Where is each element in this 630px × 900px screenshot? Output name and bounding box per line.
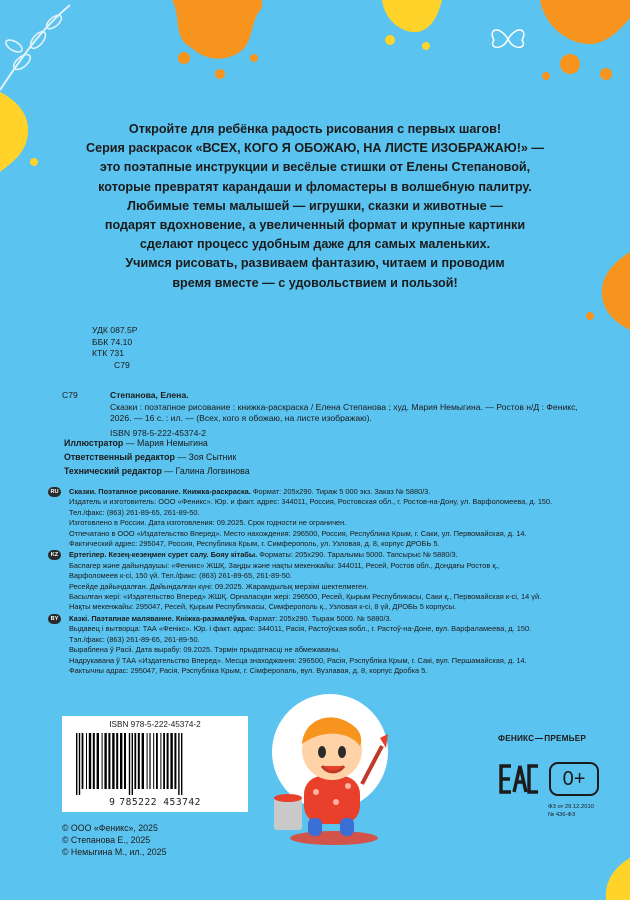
intro-line: Серия раскрасок «ВСЕХ, КОГО Я ОБОЖАЮ, НА ЛИСТЕ ИЗОБРАЖАЮ!» — [85, 141, 545, 156]
barcode-number: 785222 453742 [119, 797, 201, 808]
intro-line: это поэтапные инструкции и весёлые стишки от Елены Степановой, [99, 160, 531, 175]
illustrator-name: — Мария Немыгина [123, 438, 208, 448]
imprint-text: Фармат: 205x290. Тыраж 5000. № 5880/3. [246, 613, 392, 623]
imprint-text: Баспагер және дайындаушы: «Феникс» ЖШҚ. Заңды және нақты мекенжайы: 344011, Ресей, Ростов обл., Дондағы Ростов қ., [69, 560, 500, 570]
butterfly-icon [488, 24, 528, 54]
imprint-text: Формат: 205x290. Тираж 5 000 экз. Заказ № 5880/3. [250, 487, 431, 496]
intro-line: Учимся рисовать, развиваем фантазию, читаем и проводим [125, 256, 505, 271]
tech-editor-name: — Галина Логвинова [161, 466, 250, 476]
copyright-line: © ООО «Феникс», 2025 [62, 823, 158, 833]
imprint-text: Басылған жері: «Издательство Вперед» ЖШҚ. Орналасқан жері: 296500, Ресей, Қырым Республикасы, Саки қ., Первомайская к-сі, 14 үй. [69, 592, 542, 602]
imprint-title: Казкі. Паэтапнае маляванне. Кніжка-размалёўка. [69, 613, 247, 623]
barcode-digits [62, 797, 248, 808]
copyright-line: © Степанова Е., 2025 [62, 835, 151, 846]
ktk-code: КТК 731 [92, 348, 124, 358]
intro-line: которые превратят карандаши и фломастеры в волшебную палитру. [98, 179, 532, 194]
imprint-text: Выдавец і вытворца: ТАА «Фенікс». Юр. і факт. адрас: 344011, Расія, Растоўская вобл., г. Растоў-на-Доне, вул. Варфаламеева, д. 150. [69, 624, 532, 634]
imprint-kz [48, 550, 608, 612]
imprint-by [48, 614, 608, 676]
yellow-paint-splash-icon [376, 0, 446, 56]
eac-certification-icon [499, 762, 539, 796]
catalog-description: Сказки : поэтапное рисование : книжка-раскраска / Елена Степанова ; худ. Мария Немыгина. — Ростов н/Д : Феникс, [110, 401, 578, 412]
orange-paint-splash-icon [578, 252, 630, 332]
imprint-text: Тел./факс: (863) 261-89-65, 261-89-50. [69, 507, 200, 517]
imprint-title: Ертегілер. Кезең-кезеңмен сурет салу. Бояу кітабы. [69, 550, 258, 560]
law-line: № 436-ФЗ [548, 811, 576, 818]
barcode [62, 716, 248, 812]
credits [64, 436, 250, 478]
barcode-bars-icon [74, 733, 236, 795]
intro-line: Любимые темы малышей — игрушки, сказки и животные — [127, 198, 503, 213]
orange-paint-splash-icon [510, 0, 630, 110]
author-code: С79 [114, 359, 130, 370]
imprint-title: Сказки. Поэтапное рисование. Книжка-раскраска. [69, 487, 251, 496]
language-badge-by: BY [48, 614, 61, 624]
eac-mark-text: ЕАС [499, 762, 502, 763]
imprint-text: Нақты мекенжайы: 295047, Ресей, Қырым Республикасы, Симферополь қ., Узловая к-сі, 8 үй, ДРОБЬ 5 корпусы. [69, 602, 457, 612]
catalog-description: 2026. — 16 с. : ил. — (Всех, кого я обожаю, на листе изображаю). [110, 413, 372, 424]
imprint-text: Издатель и изготовитель: ООО «Феникс». Юр. и факт. адрес: 344011, Россия, Ростовская обл., г. Ростов-на-Дону, ул. Варфоломеева, д. 150. [69, 497, 553, 507]
imprint-text: Фактический адрес: 295047, Россия, Республика Крым, г. Симферополь, ул. Узловая, д. 8, корпус ДРОБЬ 5. [69, 539, 440, 549]
classification-codes [92, 325, 138, 371]
child-painting-illustration [264, 688, 394, 848]
law-reference [548, 804, 594, 819]
barcode-isbn: ISBN 978-5-222-45374-2 [109, 720, 201, 729]
bbk-code: ББК 74.10 [92, 336, 133, 347]
imprint-text: Отпечатано в ООО «Издательство Вперед». Место нахождения: 296500, Россия, Республика Крым, г. Саки, ул. Первомайская, д. 14. [69, 528, 527, 538]
imprint-text: Выраблена ў Расіі. Дата вырабу: 09.2025. Тэрмін прыдатнасці не абмежаваны. [69, 645, 341, 655]
copyright-line: © Немыгина М., ил., 2025 [62, 847, 167, 858]
leaf-branch-icon [0, 0, 80, 100]
imprint-ru [48, 487, 608, 549]
law-line: ФЗ от 29.12.2010 [548, 804, 594, 810]
intro-text [60, 120, 570, 293]
yellow-paint-splash-icon [0, 92, 44, 184]
catalog-author: Степанова, Елена. [110, 390, 189, 400]
imprint-text: Ресейде дайындалған. Дайындалған күні: 09.2025. Жарамдылық мерзімі шектелмеген. [69, 581, 369, 591]
catalog-entry [62, 390, 582, 439]
catalog-isbn: ISBN 978-5-222-45374-2 [110, 427, 207, 438]
yellow-paint-splash-icon [596, 858, 630, 900]
imprint [48, 487, 608, 677]
editor-label: Ответственный редактор [64, 452, 175, 462]
language-badge-kz: KZ [48, 550, 61, 560]
imprint-text: Изготовлено в России. Дата изготовления: 09.2025. Срок годности не ограничен. [69, 518, 347, 528]
catalog-code: С79 [62, 390, 78, 400]
publisher-logo [498, 734, 586, 743]
barcode-lead-digit: 9 [109, 797, 116, 808]
imprint-text: Варфоломеев к-сі, 150 үй. Тел./факс: (863) 261-89-65, 261-89-50. [69, 571, 292, 581]
publisher-series: ПРЕМЬЕР [544, 734, 587, 743]
imprint-text: Форматы: 205x290. Таралымы 5000. Тапсырыс № 5880/3. [257, 550, 458, 560]
imprint-text: Фактычны адрас: 295047, Расія, Рэспубліка Крым, г. Сімферопаль, вул. Вузлавая, д. 8, корпус Дробка 5. [69, 665, 428, 675]
imprint-text: Тэл./факс: (863) 261-89-65, 261-89-50. [69, 634, 200, 644]
udk-code: УДК 087.5Р [92, 325, 138, 335]
illustrator-label: Иллюстратор [64, 438, 124, 448]
copyright-notice [62, 822, 166, 859]
intro-line: подарят вдохновение, а увеличенный формат и крупные картинки [104, 218, 526, 233]
imprint-text: Надрукавана ў ТАА «Издательство Вперед». Месца знаходжання: 296500, Расія, Рэспубліка Крым, г. Сакі, вул. Першамайская, д. 14. [69, 655, 527, 665]
tech-editor-label: Технический редактор [64, 466, 162, 476]
intro-line: сделают процесс удобным даже для самых маленьких. [139, 237, 491, 252]
language-badge-ru: RU [48, 487, 61, 497]
age-rating-badge: 0+ [549, 762, 599, 796]
orange-paint-splash-icon [162, 0, 268, 84]
editor-name: — Зоя Сытник [174, 452, 237, 462]
publisher-name: ФЕНИКС [498, 734, 535, 743]
intro-line: Откройте для ребёнка радость рисования с первых шагов! [128, 122, 502, 136]
intro-line: время вместе — с удовольствием и пользой! [172, 275, 458, 290]
